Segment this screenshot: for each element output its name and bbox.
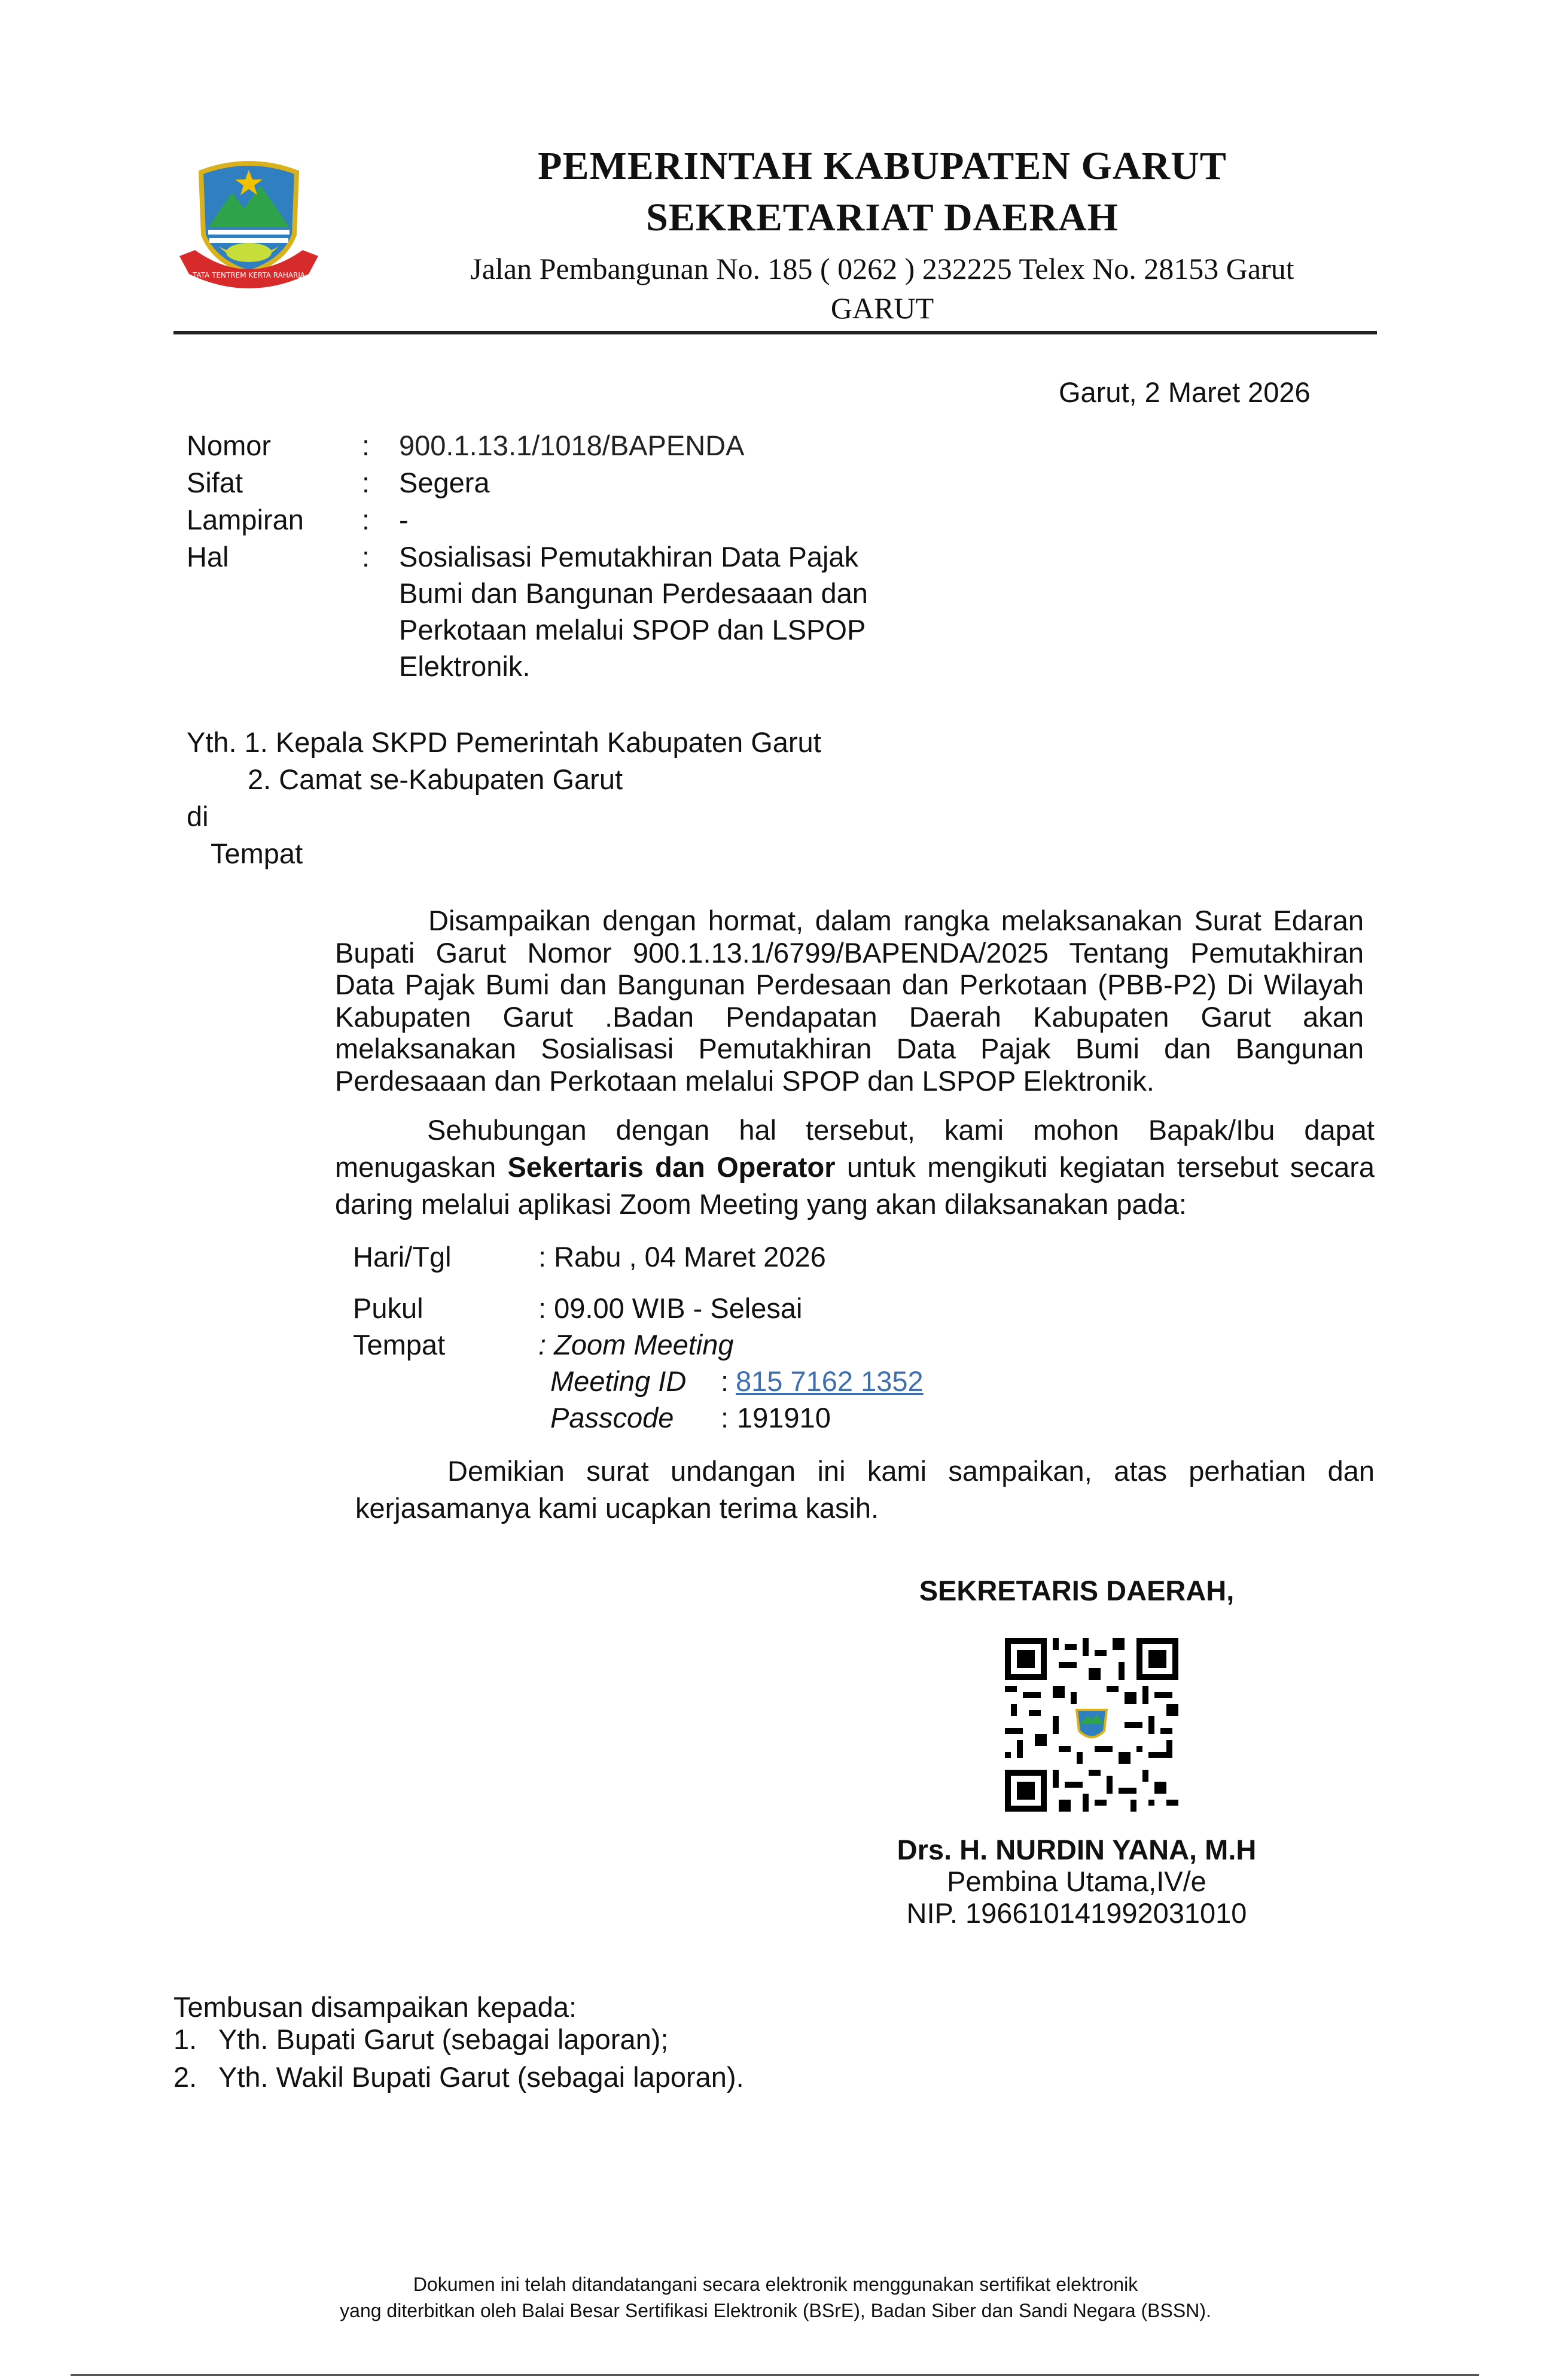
- cc-item-text: Yth. Wakil Bupati Garut (sebagai laporan).: [218, 2061, 744, 2093]
- meta-colon: :: [362, 504, 370, 535]
- meta-label-hal: Hal: [187, 541, 229, 573]
- address-line: Jalan Pembangunan No. 185 ( 0262 ) 232225 Telex No. 28153 Garut: [470, 252, 1294, 285]
- signatory-name: Drs. H. NURDIN YANA, M.H: [897, 1834, 1257, 1865]
- meta-label-lampiran: Lampiran: [187, 504, 304, 535]
- signatory-nip: NIP. 196610141992031010: [906, 1897, 1247, 1929]
- paragraph-2-intro: Sehubungan dengan hal tersebut, kami mohon Bapak/Ibu dapat menugaskan: [335, 1114, 1375, 1183]
- body-paragraph-2: [335, 1112, 1375, 1223]
- paragraph-2-rest: untuk mengikuti kegiatan tersebut secara daring melalui aplikasi Zoom Meeting yang akan dilaksanakan pada:: [335, 1151, 1375, 1220]
- meta-label-nomor: Nomor: [187, 430, 272, 461]
- institution-subtitle: SEKRETARIAT DAERAH: [646, 196, 1119, 239]
- footer-note-line-2: yang diterbitkan oleh Balai Besar Sertifikasi Elektronik (BSrE), Badan Siber dan Sandi Negara (BSSN).: [340, 2300, 1211, 2321]
- meta-value-hal-line: Elektronik.: [399, 650, 531, 682]
- institution-title: PEMERINTAH KABUPATEN GARUT: [538, 144, 1227, 188]
- signatory-rank: Pembina Utama,IV/e: [947, 1865, 1206, 1897]
- cc-item-text: Yth. Bupati Garut (sebagai laporan);: [218, 2023, 669, 2055]
- meta-colon: :: [362, 541, 370, 573]
- meeting-id-link[interactable]: 815 7162 1352: [736, 1365, 924, 1397]
- signatory-title: SEKRETARIS DAERAH,: [919, 1575, 1235, 1606]
- logo-motto: TATA TENTREM KERTA RAHARJA: [193, 271, 305, 279]
- letterhead-divider: [173, 331, 1377, 334]
- meta-value-hal-line: Perkotaan melalui SPOP dan LSPOP: [399, 614, 866, 646]
- meta-value-sifat: Segera: [399, 467, 490, 498]
- footer-note-line-1: Dokumen ini telah ditandatangani secara elektronik menggunakan sertifikat elektronik: [413, 2274, 1138, 2295]
- garut-regency-crest-icon: [177, 156, 321, 299]
- letter-date: Garut, 2 Maret 2026: [1059, 376, 1311, 408]
- address-city: GARUT: [830, 291, 934, 325]
- meta-colon: :: [362, 467, 370, 498]
- cc-item-number: 2.: [173, 2061, 197, 2093]
- schedule-value-pukul: : 09.00 WIB - Selesai: [538, 1292, 803, 1324]
- signature-qr-code-icon: [1005, 1638, 1178, 1812]
- footer-divider: [71, 2374, 1479, 2376]
- schedule-label-pukul: Pukul: [353, 1292, 423, 1324]
- recipient-line-2: 2. Camat se-Kabupaten Garut: [248, 763, 623, 795]
- meta-value-lampiran: -: [399, 504, 409, 535]
- paragraph-2-bold: Sekertaris dan Operator: [507, 1151, 836, 1183]
- meeting-id-label: Meeting ID: [550, 1365, 687, 1397]
- schedule-value-hari: : Rabu , 04 Maret 2026: [538, 1241, 826, 1273]
- meta-colon: :: [362, 430, 370, 461]
- cc-heading: Tembusan disampaikan kepada:: [173, 1991, 577, 2023]
- body-paragraph-1: Disampaikan dengan hormat, dalam rangka melaksanakan Surat Edaran Bupati Garut Nomor 900.1.13.1/6799/BAPENDA/2025 Tentang Pemutakhiran Data Pajak Bumi dan Bangunan Perdesaan dan Perkotaan (PBB-P2) Di Wilayah Kabupaten Garut .Badan Pendapatan Daerah Kabupaten Garut akan melaksanakan Sosialisasi Pemutakhiran Data Pajak Bumi dan Bangunan Perdesaaan dan Perkotaan melalui SPOP dan LSPOP Elektronik.: [335, 905, 1364, 1097]
- meeting-id-colon: :: [721, 1365, 729, 1397]
- recipient-tempat: Tempat: [211, 838, 303, 869]
- closing-paragraph: Demikian surat undangan ini kami sampaikan, atas perhatian dan kerjasamanya kami ucapkan terima kasih.: [355, 1455, 1375, 1524]
- schedule-label-hari: Hari/Tgl: [353, 1241, 452, 1273]
- passcode-colon: :: [721, 1402, 729, 1434]
- passcode-label: Passcode: [550, 1402, 674, 1434]
- recipient-line-1: Yth. 1. Kepala SKPD Pemerintah Kabupaten Garut: [187, 726, 821, 758]
- schedule-label-tempat: Tempat: [353, 1329, 446, 1361]
- meta-label-sifat: Sifat: [187, 467, 243, 498]
- meta-value-nomor: 900.1.13.1/1018/BAPENDA: [399, 430, 745, 461]
- meta-value-hal-line: Bumi dan Bangunan Perdesaaan dan: [399, 577, 868, 609]
- cc-item-number: 1.: [173, 2023, 197, 2055]
- schedule-value-tempat: : Zoom Meeting: [538, 1329, 734, 1361]
- recipient-di: di: [187, 801, 209, 832]
- meta-value-hal-line: Sosialisasi Pemutakhiran Data Pajak: [399, 541, 859, 573]
- passcode-value: 191910: [737, 1402, 831, 1434]
